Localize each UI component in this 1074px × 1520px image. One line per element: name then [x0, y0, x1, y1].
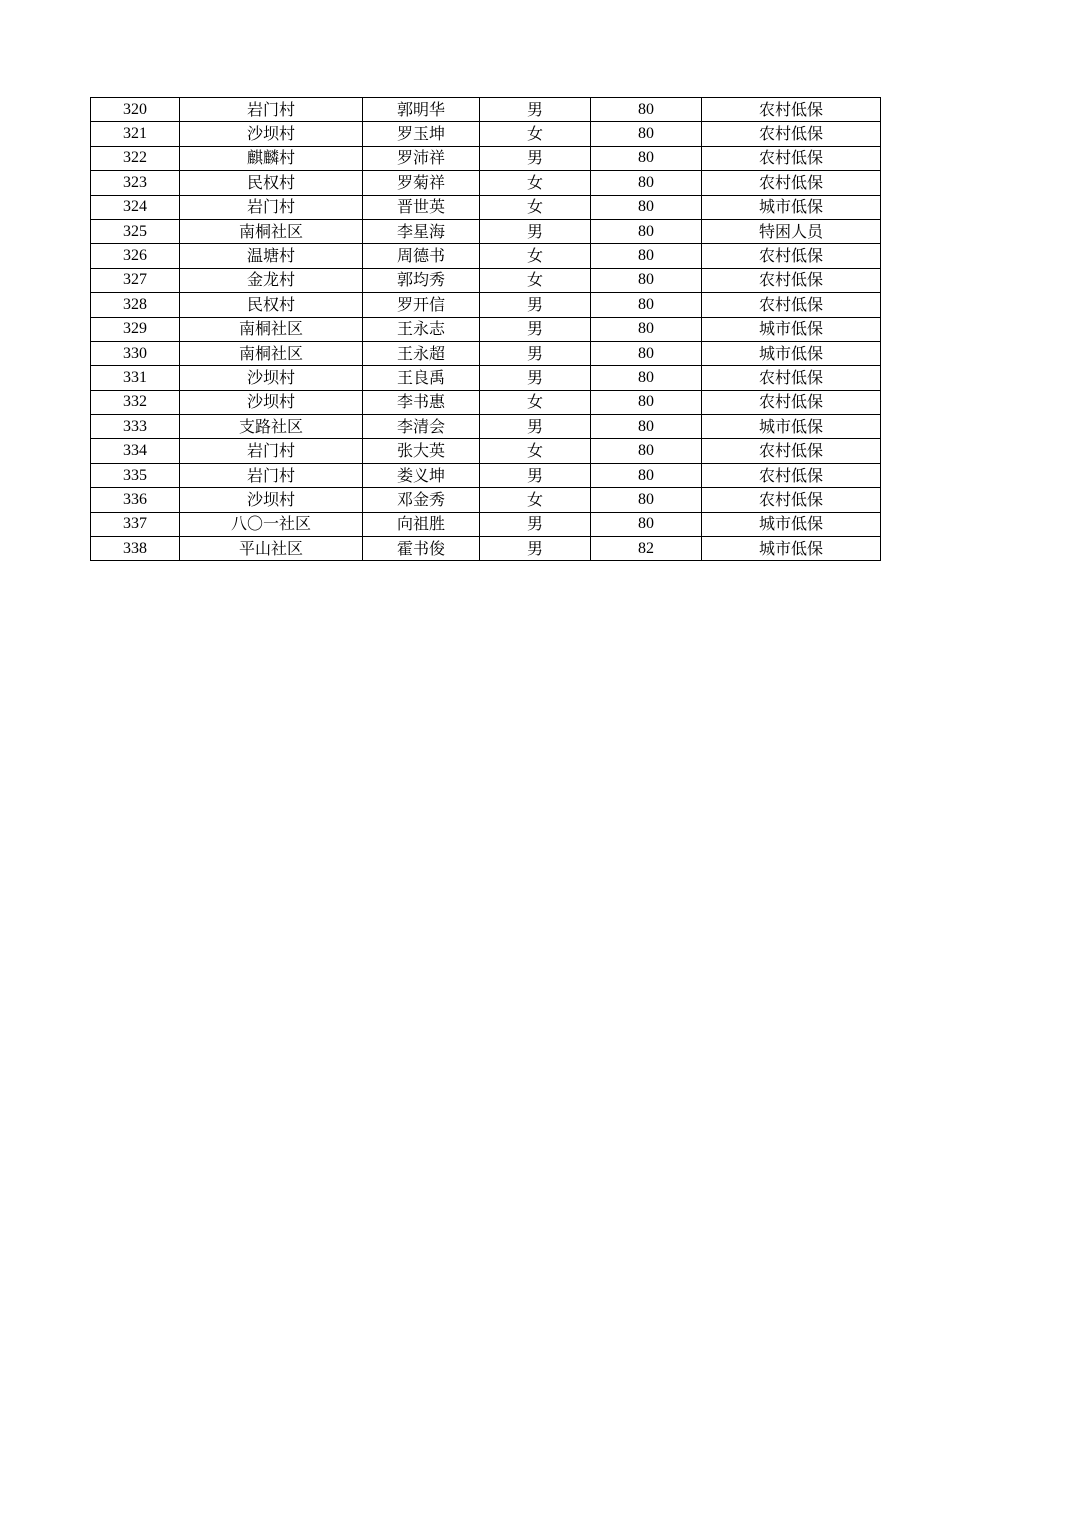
cell-category: 农村低保: [702, 463, 881, 487]
table-row: [91, 317, 881, 341]
cell-name: 李星海: [363, 219, 480, 243]
table-row: [91, 98, 881, 122]
cell-village: 民权村: [180, 171, 363, 195]
cell-category: 农村低保: [702, 488, 881, 512]
cell-village: 沙坝村: [180, 488, 363, 512]
cell-name: 罗玉坤: [363, 122, 480, 146]
cell-gender: 男: [480, 98, 591, 122]
cell-age: 82: [591, 537, 702, 561]
table-row: [91, 463, 881, 487]
cell-number: 337: [91, 512, 180, 536]
table-row: [91, 512, 881, 536]
cell-number: 328: [91, 293, 180, 317]
cell-category: 农村低保: [702, 366, 881, 390]
cell-gender: 女: [480, 122, 591, 146]
cell-name: 张大英: [363, 439, 480, 463]
cell-gender: 女: [480, 195, 591, 219]
cell-category: 农村低保: [702, 390, 881, 414]
table-row: [91, 341, 881, 365]
cell-category: 城市低保: [702, 195, 881, 219]
table-body: [91, 98, 881, 561]
cell-village: 岩门村: [180, 439, 363, 463]
table-row: [91, 366, 881, 390]
table-row: [91, 122, 881, 146]
cell-village: 金龙村: [180, 268, 363, 292]
cell-age: 80: [591, 341, 702, 365]
cell-name: 周德书: [363, 244, 480, 268]
cell-age: 80: [591, 512, 702, 536]
cell-age: 80: [591, 244, 702, 268]
cell-gender: 男: [480, 366, 591, 390]
cell-age: 80: [591, 317, 702, 341]
cell-name: 娄义坤: [363, 463, 480, 487]
cell-gender: 男: [480, 415, 591, 439]
cell-gender: 女: [480, 488, 591, 512]
table-row: [91, 537, 881, 561]
cell-name: 罗开信: [363, 293, 480, 317]
cell-name: 向祖胜: [363, 512, 480, 536]
cell-name: 罗菊祥: [363, 171, 480, 195]
cell-category: 城市低保: [702, 512, 881, 536]
cell-gender: 女: [480, 171, 591, 195]
cell-gender: 男: [480, 146, 591, 170]
cell-number: 330: [91, 341, 180, 365]
cell-gender: 男: [480, 219, 591, 243]
cell-name: 郭均秀: [363, 268, 480, 292]
cell-name: 王永志: [363, 317, 480, 341]
cell-village: 平山社区: [180, 537, 363, 561]
cell-category: 城市低保: [702, 341, 881, 365]
cell-village: 南桐社区: [180, 317, 363, 341]
cell-category: 农村低保: [702, 98, 881, 122]
cell-number: 326: [91, 244, 180, 268]
table-row: [91, 268, 881, 292]
cell-name: 霍书俊: [363, 537, 480, 561]
cell-age: 80: [591, 146, 702, 170]
cell-number: 334: [91, 439, 180, 463]
cell-age: 80: [591, 195, 702, 219]
cell-name: 邓金秀: [363, 488, 480, 512]
cell-village: 麒麟村: [180, 146, 363, 170]
cell-gender: 男: [480, 317, 591, 341]
cell-gender: 男: [480, 463, 591, 487]
cell-village: 沙坝村: [180, 122, 363, 146]
cell-village: 沙坝村: [180, 366, 363, 390]
cell-village: 南桐社区: [180, 341, 363, 365]
table-row: [91, 219, 881, 243]
cell-number: 331: [91, 366, 180, 390]
cell-age: 80: [591, 219, 702, 243]
cell-category: 农村低保: [702, 122, 881, 146]
table-row: [91, 415, 881, 439]
cell-gender: 男: [480, 341, 591, 365]
cell-village: 温塘村: [180, 244, 363, 268]
cell-category: 农村低保: [702, 244, 881, 268]
cell-category: 城市低保: [702, 537, 881, 561]
cell-age: 80: [591, 366, 702, 390]
cell-gender: 男: [480, 537, 591, 561]
cell-village: 岩门村: [180, 195, 363, 219]
cell-village: 岩门村: [180, 463, 363, 487]
cell-category: 农村低保: [702, 439, 881, 463]
cell-village: 南桐社区: [180, 219, 363, 243]
cell-number: 336: [91, 488, 180, 512]
table-row: [91, 293, 881, 317]
cell-number: 321: [91, 122, 180, 146]
table-row: [91, 488, 881, 512]
cell-number: 338: [91, 537, 180, 561]
cell-number: 327: [91, 268, 180, 292]
cell-age: 80: [591, 98, 702, 122]
cell-gender: 女: [480, 268, 591, 292]
cell-category: 农村低保: [702, 171, 881, 195]
cell-name: 罗沛祥: [363, 146, 480, 170]
cell-age: 80: [591, 171, 702, 195]
cell-number: 329: [91, 317, 180, 341]
table-row: [91, 244, 881, 268]
cell-number: 325: [91, 219, 180, 243]
cell-age: 80: [591, 390, 702, 414]
cell-name: 郭明华: [363, 98, 480, 122]
cell-age: 80: [591, 122, 702, 146]
cell-gender: 男: [480, 293, 591, 317]
cell-category: 城市低保: [702, 317, 881, 341]
cell-name: 晋世英: [363, 195, 480, 219]
cell-gender: 女: [480, 244, 591, 268]
table-row: [91, 390, 881, 414]
cell-category: 城市低保: [702, 415, 881, 439]
cell-category: 农村低保: [702, 146, 881, 170]
data-table: [90, 97, 881, 561]
cell-name: 李清会: [363, 415, 480, 439]
cell-number: 323: [91, 171, 180, 195]
cell-age: 80: [591, 439, 702, 463]
cell-village: 支路社区: [180, 415, 363, 439]
cell-age: 80: [591, 415, 702, 439]
cell-gender: 女: [480, 439, 591, 463]
cell-village: 民权村: [180, 293, 363, 317]
table-row: [91, 146, 881, 170]
cell-age: 80: [591, 463, 702, 487]
table-row: [91, 439, 881, 463]
cell-age: 80: [591, 268, 702, 292]
cell-age: 80: [591, 293, 702, 317]
cell-age: 80: [591, 488, 702, 512]
cell-number: 335: [91, 463, 180, 487]
cell-number: 322: [91, 146, 180, 170]
cell-number: 332: [91, 390, 180, 414]
cell-number: 320: [91, 98, 180, 122]
cell-category: 特困人员: [702, 219, 881, 243]
cell-village: 沙坝村: [180, 390, 363, 414]
cell-name: 李书惠: [363, 390, 480, 414]
cell-number: 324: [91, 195, 180, 219]
cell-name: 王永超: [363, 341, 480, 365]
cell-gender: 男: [480, 512, 591, 536]
cell-village: 岩门村: [180, 98, 363, 122]
cell-gender: 女: [480, 390, 591, 414]
table-row: [91, 171, 881, 195]
cell-name: 王良禹: [363, 366, 480, 390]
cell-village: 八〇一社区: [180, 512, 363, 536]
cell-category: 农村低保: [702, 268, 881, 292]
table-row: [91, 195, 881, 219]
cell-category: 农村低保: [702, 293, 881, 317]
cell-number: 333: [91, 415, 180, 439]
